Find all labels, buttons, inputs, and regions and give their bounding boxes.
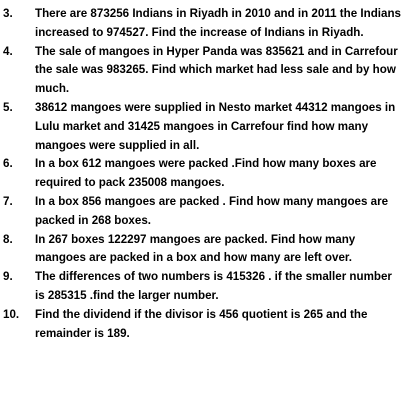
problem-text: In a box 612 mangoes were packed .Find how many boxes are required to pack 235008 mangoes. [35,157,377,190]
problem-number: 8. [3,232,13,246]
problem-item [3,5,403,43]
problem-item [3,306,403,344]
problem-list [3,5,403,343]
problem-item [3,268,403,306]
problem-text: There are 873256 Indians in Riyadh in 2010 and in 2011 the Indians increased to 974527. Find the increase of Indians in Riyadh. [35,7,401,39]
problem-text: The differences of two numbers is 415326 . if the smaller number is 285315 .find the larger number. [35,270,392,302]
problem-number: 9. [3,270,13,284]
problem-item [3,43,403,99]
problem-item [3,155,403,193]
problem-number: 4. [3,44,13,58]
problem-number: 10. [3,307,20,321]
problem-item [3,231,403,269]
problem-text: The sale of mangoes in Hyper Panda was 835621 and in Carrefour the sale was 983265. Find which market had less sale and by how much. [35,44,398,96]
problem-text: Find the dividend if the divisor is 456 quotient is 265 and the remainder is 189. [35,307,368,340]
problem-text: 38612 mangoes were supplied in Nesto market 44312 mangoes in Lulu market and 31425 mangoes in Carrefour find how many mangoes were supplied in all. [35,100,396,152]
problem-number: 3. [3,7,13,20]
problem-number: 7. [3,194,13,208]
problem-item [3,193,403,231]
problem-number: 5. [3,100,13,114]
problem-item [3,99,403,155]
problem-number: 6. [3,157,13,171]
problem-text: In 267 boxes 122297 mangoes are packed. Find how many mangoes are packed in a box and how many are left over. [35,232,356,265]
problem-text: In a box 856 mangoes are packed . Find how many mangoes are packed in 268 boxes. [35,194,389,227]
